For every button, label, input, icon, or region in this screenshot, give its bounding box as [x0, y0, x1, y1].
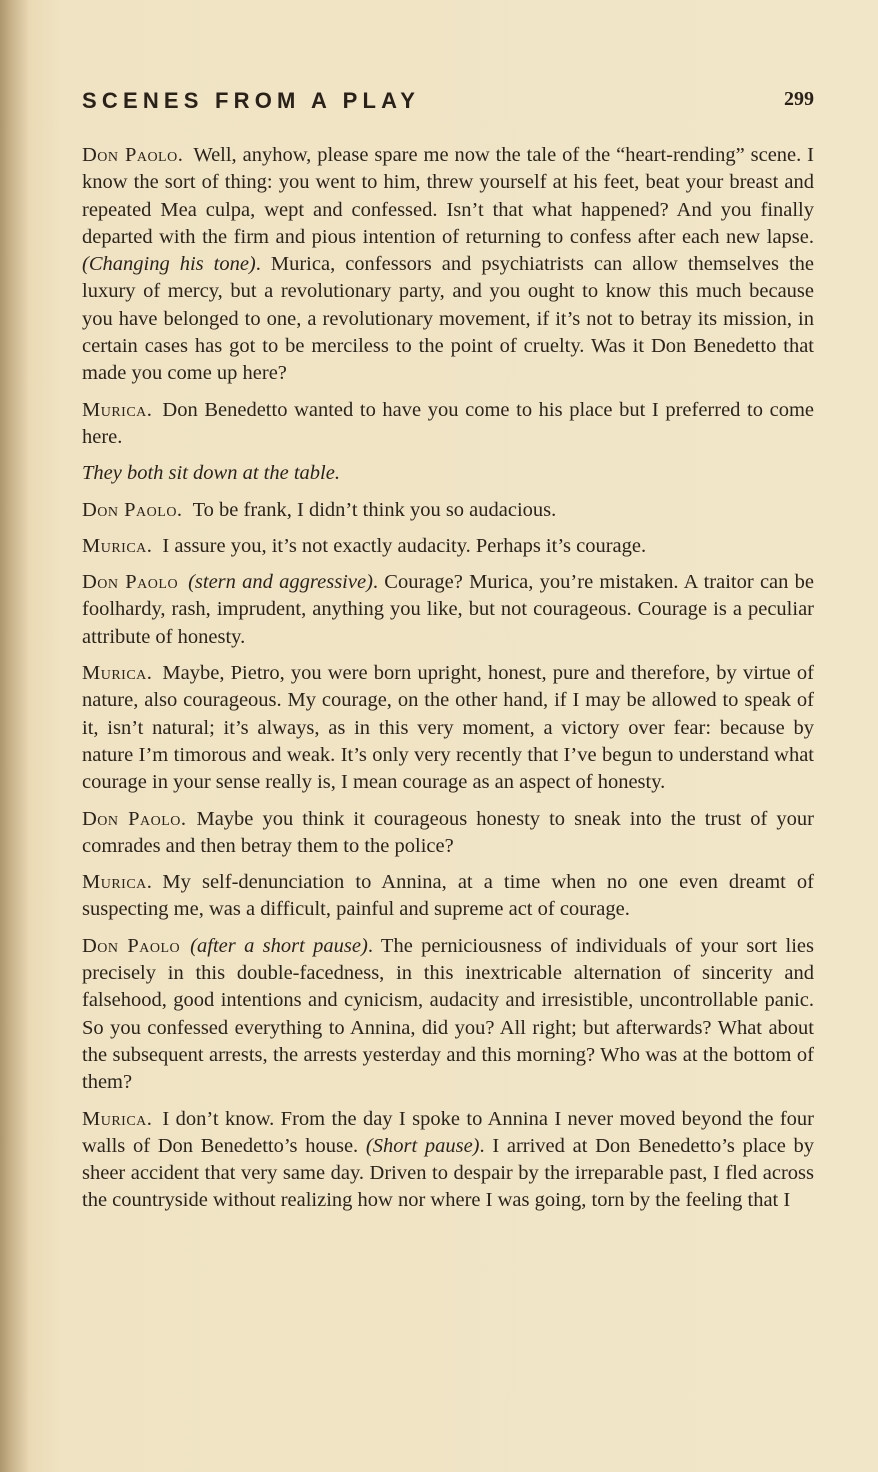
speaker-name: Murica.	[82, 398, 153, 421]
speaker-name: Murica.	[82, 1107, 153, 1130]
stage-direction: (Short pause)	[365, 1134, 480, 1157]
speech-text: . Courage? Murica, you’re mistaken. A traitor can be foolhardy, rash, imprudent, anything you like, but not courageous. Courage is a peculiar attribute of honesty.	[82, 571, 815, 648]
dialogue-paragraph	[82, 497, 814, 524]
stage-direction: (after a short pause)	[190, 934, 368, 957]
dialogue-paragraph	[82, 660, 814, 796]
speech-text: Don Benedetto wanted to have you come to his place but I preferred to come here.	[82, 398, 814, 448]
dialogue-paragraph	[82, 397, 814, 452]
running-head: SCENES FROM A PLAY	[82, 88, 421, 113]
page-number: 299	[784, 88, 814, 110]
speech-text: Well, anyhow, please spare me now the tale of the “heart-rending” scene. I know the sort of thing: you went to him, threw yourself at his feet, beat your breast and repeated Mea culpa, wept and confessed. Isn’t that what happened? And you finally departed with the firm and pious intention of returning to confess after each new lapse.	[82, 144, 815, 248]
speaker-name: Don Paolo.	[82, 498, 183, 521]
speaker-name: Don Paolo	[82, 934, 181, 957]
stage-direction: (Changing his tone)	[82, 253, 256, 276]
speech-text: To be frank, I didn’t think you so audacious.	[192, 498, 557, 521]
speech-text: . The perniciousness of individuals of your sort lies precisely in this double-facedness, in this inextricable alternation of sincerity and falsehood, good intentions and cynicism, audacity and irresistible, uncontrollable panic. So you confessed everything to Annina, did you? All right; but afterwards? What about the subsequent arrests, the arrests yesterday and this morning? Who was at the bottom of them?	[82, 934, 814, 1094]
dialogue-paragraph	[82, 806, 814, 861]
speaker-name: Don Paolo.	[82, 807, 187, 830]
speech-text: I assure you, it’s not exactly audacity. Perhaps it’s courage.	[162, 534, 647, 557]
page-header	[82, 88, 814, 118]
dialogue-paragraph	[82, 460, 814, 487]
speaker-name: Murica.	[82, 534, 153, 557]
speech-text: . I arrived at Don Benedetto’s place by sheer accident that very same day. Driven to despair by the irreparable past, I fled across the countryside without realizing how nor where I was going, torn by the feeling that I	[82, 1134, 815, 1212]
dialogue-paragraph	[82, 933, 814, 1097]
speaker-name: Murica.	[82, 871, 153, 894]
dialogue-paragraph	[82, 1106, 814, 1215]
dialogue-paragraph	[82, 569, 814, 651]
speech-text: Maybe you think it courageous honesty to sneak into the trust of your comrades and then betray them to the police?	[82, 807, 814, 857]
body-text	[82, 142, 814, 1224]
speaker-name: Don Paolo.	[82, 144, 184, 166]
speech-text: I don’t know. From the day I spoke to Annina I never moved beyond the four walls of Don Benedetto’s house.	[82, 1107, 814, 1157]
speaker-name: Don Paolo	[82, 571, 179, 594]
stage-direction: (stern and aggressive)	[188, 571, 373, 594]
dialogue-paragraph	[82, 142, 814, 388]
speaker-name: Murica.	[82, 662, 153, 685]
speech-text: . Murica, confessors and psychiatrists can allow themselves the luxury of mercy, but a revolutionary party, and you ought to know this much because you have belonged to one, a revolutionary movement, if it’s not to betray its mission, in certain cases has got to be merciless to the point of cruelty. Was it Don Benedetto that made you come up here?	[82, 253, 814, 385]
speech-text: My self-denunciation to Annina, at a time when no one even dreamt of suspecting me, was a difficult, painful and supreme act of courage.	[82, 871, 814, 921]
stage-direction: They both sit down at the table.	[82, 462, 340, 485]
dialogue-paragraph	[82, 869, 814, 924]
dialogue-paragraph	[82, 533, 814, 560]
speech-text: Maybe, Pietro, you were born upright, honest, pure and therefore, by virtue of nature, also courageous. My courage, on the other hand, if I may be allowed to speak of it, isn’t natural; it’s always, as in this very moment, a victory over fear: because by nature I’m timorous and weak. It’s only very recently that I’ve begun to understand what courage in your sense really is, I mean courage as an aspect of honesty.	[82, 662, 814, 794]
spine-shadow	[0, 0, 30, 1472]
